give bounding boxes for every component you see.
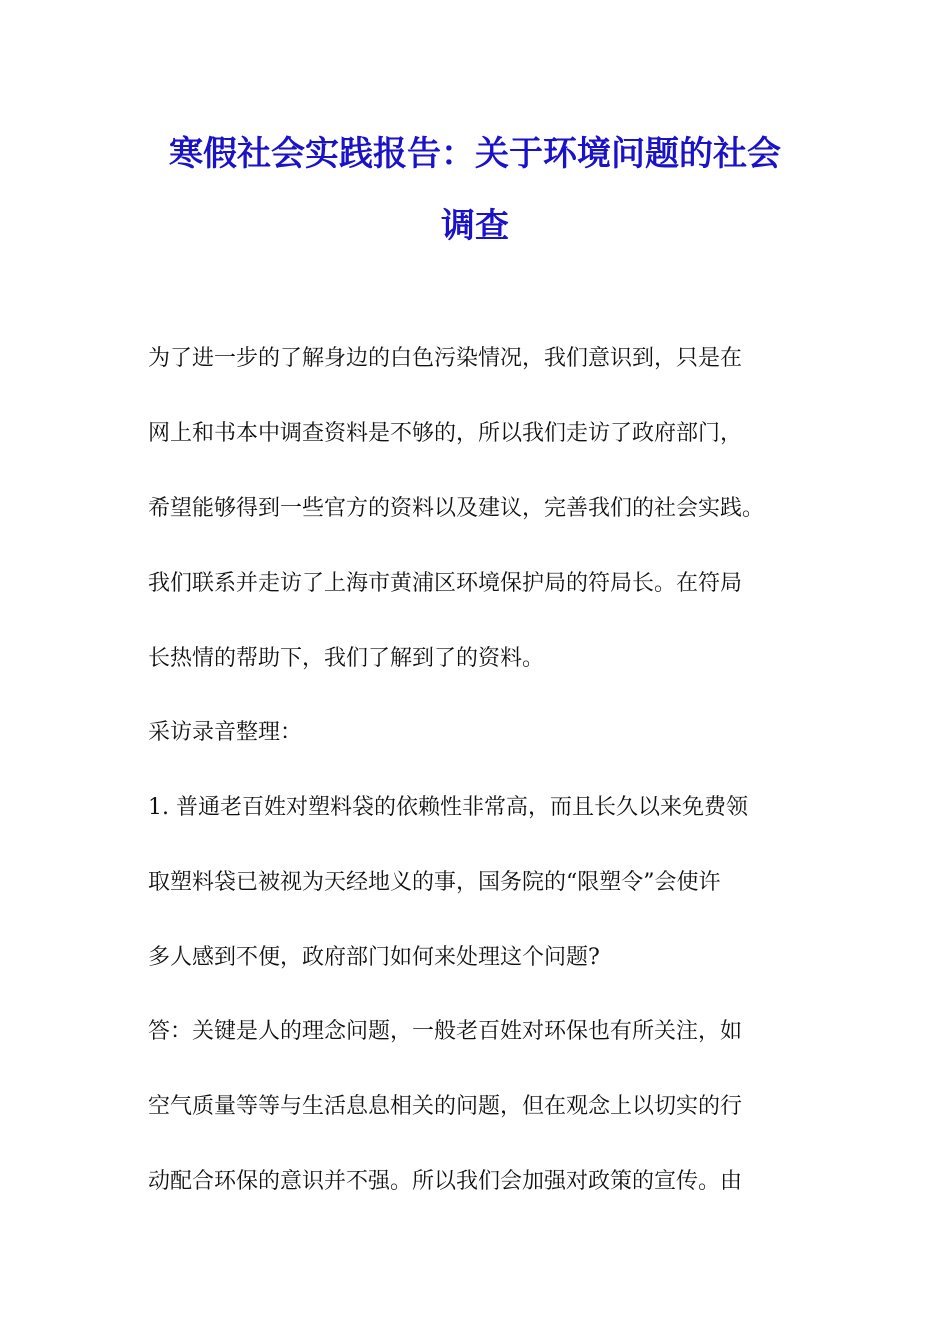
document-title-line-2: 调查 <box>441 206 509 246</box>
body-line: 网上和书本中调查资料是不够的，所以我们走访了政府部门， <box>148 421 743 446</box>
body-line: 采访录音整理： <box>148 720 303 745</box>
body-line: 长热情的帮助下，我们了解到了的资料。 <box>148 646 545 671</box>
body-line: 为了进一步的了解身边的白色污染情况，我们意识到，只是在 <box>148 346 743 371</box>
question-line: 1. 普通老百姓对塑料袋的依赖性非常高，而且长久以来免费领 <box>148 795 748 820</box>
body-line: 我们联系并走访了上海市黄浦区环境保护局的符局长。在符局 <box>148 571 743 596</box>
question-line: 多人感到不便，政府部门如何来处理这个问题? <box>148 945 600 970</box>
body-line: 希望能够得到一些官方的资料以及建议，完善我们的社会实践。 <box>148 496 765 521</box>
question-line: 取塑料袋已被视为天经地义的事，国务院的“限塑令”会使许 <box>148 870 721 895</box>
answer-line: 动配合环保的意识并不强。所以我们会加强对政策的宣传。由 <box>148 1169 743 1194</box>
answer-line: 答：关键是人的理念问题，一般老百姓对环保也有所关注，如 <box>148 1019 743 1044</box>
document-title-line-1: 寒假社会实践报告：关于环境问题的社会 <box>169 134 781 174</box>
answer-line: 空气质量等等与生活息息相关的问题，但在观念上以切实的行 <box>148 1094 743 1119</box>
